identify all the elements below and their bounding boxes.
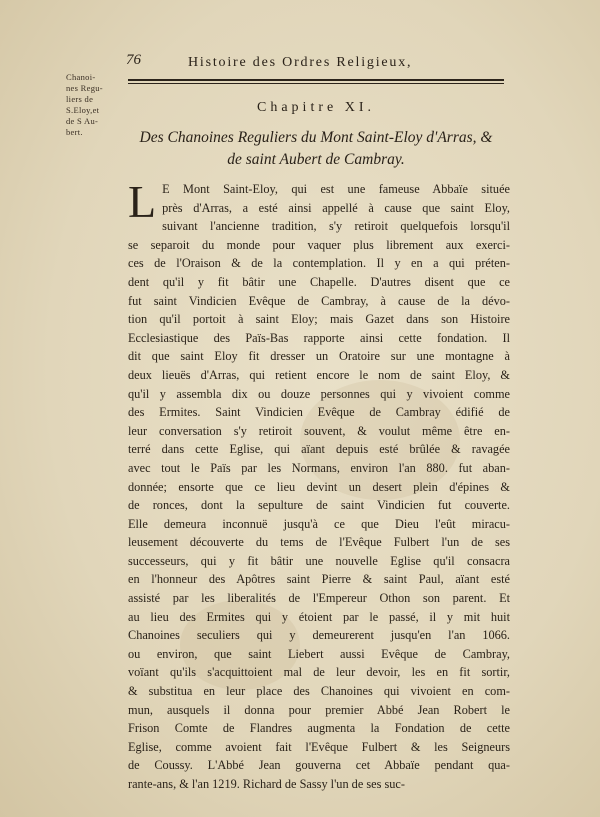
text-line: fut saint Vindicien Evêque de Cambray, à cause de la dévo- (128, 293, 510, 308)
chapter-subtitle (128, 127, 504, 171)
text-line: ces de l'Oraison & de la contemplation. Il y en a qui préten- (128, 256, 510, 271)
text-line: mun, ausquels il donna pour premier Abbé Jean Robert le (128, 702, 510, 717)
text-line: avec tout le Païs par les Normans, environ l'an 880. fut aban- (128, 460, 510, 475)
margin-note-line: de S Au- (66, 116, 99, 126)
text-line: Elle demeura inconnuë jusqu'à ce que Dieu l'eût miracu- (128, 516, 510, 531)
page-number: 76 (126, 52, 141, 68)
text-line: tion qu'il portoit à saint Eloy; mais Gazet dans son Histoire (128, 312, 510, 327)
text-line: suivant l'ancienne tradition, s'y retiroit quelquefois lorsqu'il (162, 219, 510, 234)
text-line: au lieu des Ermites qui y étoient par le passé, il y mit huit (128, 609, 510, 624)
margin-note-line: nes Regu- (66, 83, 103, 93)
text-line: leusement découverte du tems de l'Evêque Fulbert l'un de ses (128, 535, 510, 550)
margin-note (66, 72, 132, 138)
margin-note-line: S.Eloy,et (66, 105, 100, 115)
header-rule (128, 79, 504, 84)
text-line: assisté par les liberalités de l'Empereur Othon son parent. Et (128, 591, 510, 606)
text-line: qu'il y assembla dix ou douze personnes qui y vivoient comme (128, 386, 510, 401)
text-line: leur conversation s'y retiroit souvent, & voulut même être en- (128, 423, 510, 438)
text-line: deux lieuës d'Arras, qui retient encore le nom de saint Eloy, & (128, 367, 510, 382)
margin-note-line: bert. (66, 127, 83, 137)
text-line: & substitua en leur place des Chanoines qui vivoient en com- (128, 684, 510, 699)
text-line: ou environ, que saint Liebert aussi Evêque de Cambray, (128, 646, 510, 661)
body-text (128, 176, 510, 794)
text-line: successeurs, qui y fit bâtir une nouvelle Eglise qu'il consacra (128, 553, 510, 568)
running-title: Histoire des Ordres Religieux, (188, 55, 413, 70)
text-line: Chanoines seculiers qui y demeurerent jusqu'en l'an 1066. (128, 628, 510, 643)
text-line: Eglise, comme avoient fait l'Evêque Fulbert & les Seigneurs (128, 739, 510, 754)
text-line: de Coussy. L'Abbé Jean gouverna cet Abbaïe pendant qua- (128, 758, 510, 773)
text-line: dent qu'il y fit bâtir une Chapelle. D'autres disent que ce (128, 274, 510, 289)
margin-note-line: Chanoi- (66, 72, 96, 82)
text-line: se separoit du monde pour vaquer plus librement aux exerci- (128, 237, 510, 252)
margin-note-line: liers de (66, 94, 94, 104)
text-line: Ecclesiastique des Païs-Bas rapporte ainsi cette fondation. Il (128, 330, 510, 345)
text-line: E Mont Saint-Eloy, qui est une fameuse Abbaïe située (162, 182, 510, 196)
chapter-heading: Chapitre XI. (257, 100, 375, 115)
text-line: dit que saint Eloy fit dresser un Oratoire sur une montagne à (128, 349, 510, 364)
text-line: Frison Comte de Flandres augmenta la Fondation de cette (128, 721, 510, 736)
chapter-subtitle-line: Des Chanoines Reguliers du Mont Saint-Eloy d'Arras, & (139, 129, 493, 146)
text-line: voïant qu'ils s'acquittoient mal de leur devoir, les en fit sortir, (128, 665, 510, 680)
chapter-subtitle-line: de saint Aubert de Cambray. (227, 151, 405, 168)
text-line: près d'Arras, a esté ainsi appellé à cause que saint Eloy, (162, 200, 510, 215)
text-line: terré dans cette Eglise, qui aïant depuis esté brûlée & ravagée (128, 442, 510, 457)
text-line: en l'honneur des Apôtres saint Pierre & saint Paul, aïant esté (128, 572, 510, 587)
drop-cap: L (128, 176, 157, 227)
text-line: rante-ans, & l'an 1219. Richard de Sassy l'un de ses suc- (128, 777, 405, 791)
text-line: des Ermites. Saint Vindicien Evêque de Cambray édifié de (128, 405, 510, 420)
text-line: donnée; ensorte que ce lieu devint un desert plein d'épines & (128, 479, 510, 494)
text-line: de ronces, dont la sepulture de saint Vindicien fut couverte. (128, 498, 510, 513)
